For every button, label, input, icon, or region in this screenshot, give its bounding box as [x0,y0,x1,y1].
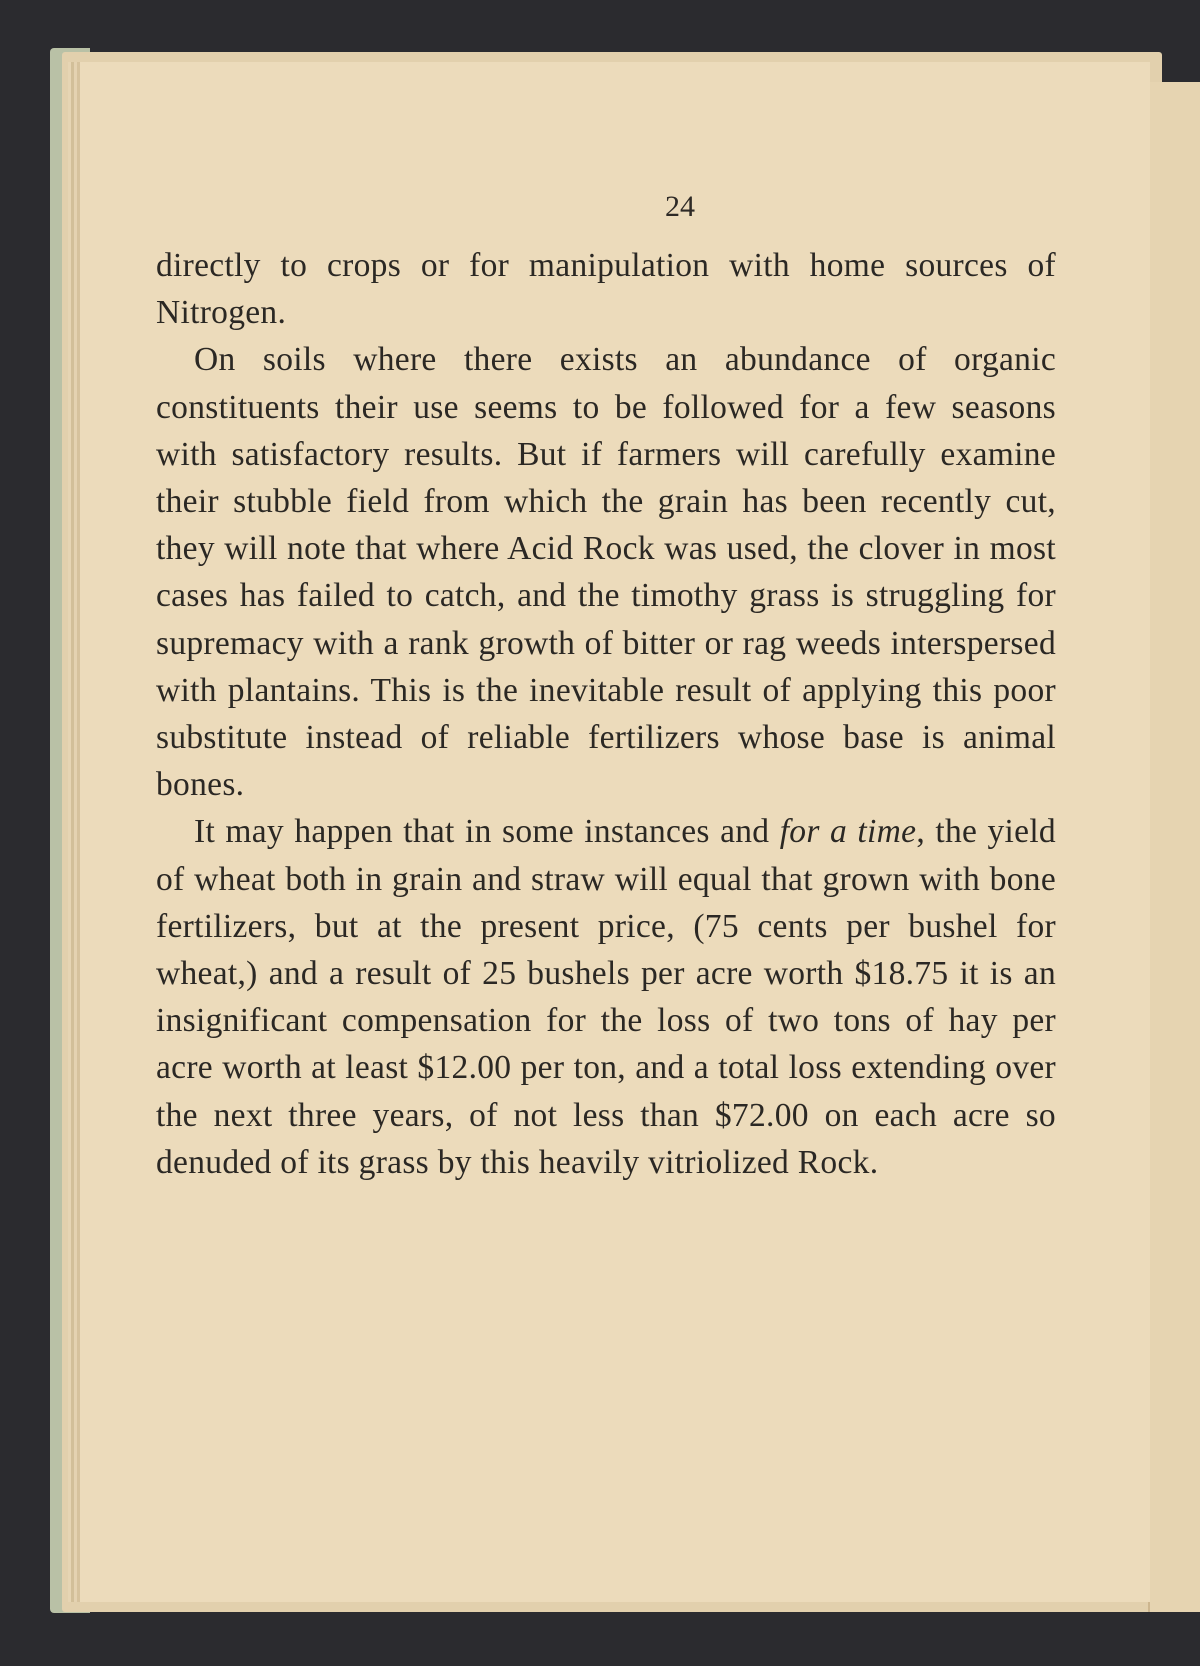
paragraph-1 [156,242,1056,336]
paragraph-3 [156,808,1056,1186]
paragraph-2 [156,336,1056,808]
body-text [156,242,1056,1186]
paragraph-text: directly to crops or for manipulation with home sources of Nitrogen. [156,247,1056,332]
page-number: 24 [665,190,695,223]
next-page-edge [1148,82,1200,1612]
book-page [80,62,1150,1602]
italic-phrase: for a time [779,813,917,851]
paragraph-text: On soils where there exists an abundance of organic constituents their use seems to be followed for a few seasons with satisfactory results. But if farmers will carefully examine their stubble field from which the grain has been recently cut, they will note that where Acid Rock was used, the clover in most cases has failed to catch, and the timothy grass is struggling for supremacy with a rank growth of bitter or rag weeds interspersed with plantains. This is the inevitable result of applying this poor substitute instead of reliable fertilizers whose base is animal bones. [156,341,1056,804]
paragraph-text: , the yield of wheat both in grain and straw will equal that grown with bone fertilizers, but at the present price, (75 cents per bushel for wheat,) and a result of 25 bushels per acre worth $18.75 it is an insignificant compensation for the loss of two tons of hay per acre worth at least $12.00 per ton, and a total loss extending over the next three years, of not less than $72.00 on each acre so denuded of its grass by this heavily vitriolized Rock. [156,813,1056,1181]
paragraph-text: It may happen that in some instances and [194,813,780,851]
